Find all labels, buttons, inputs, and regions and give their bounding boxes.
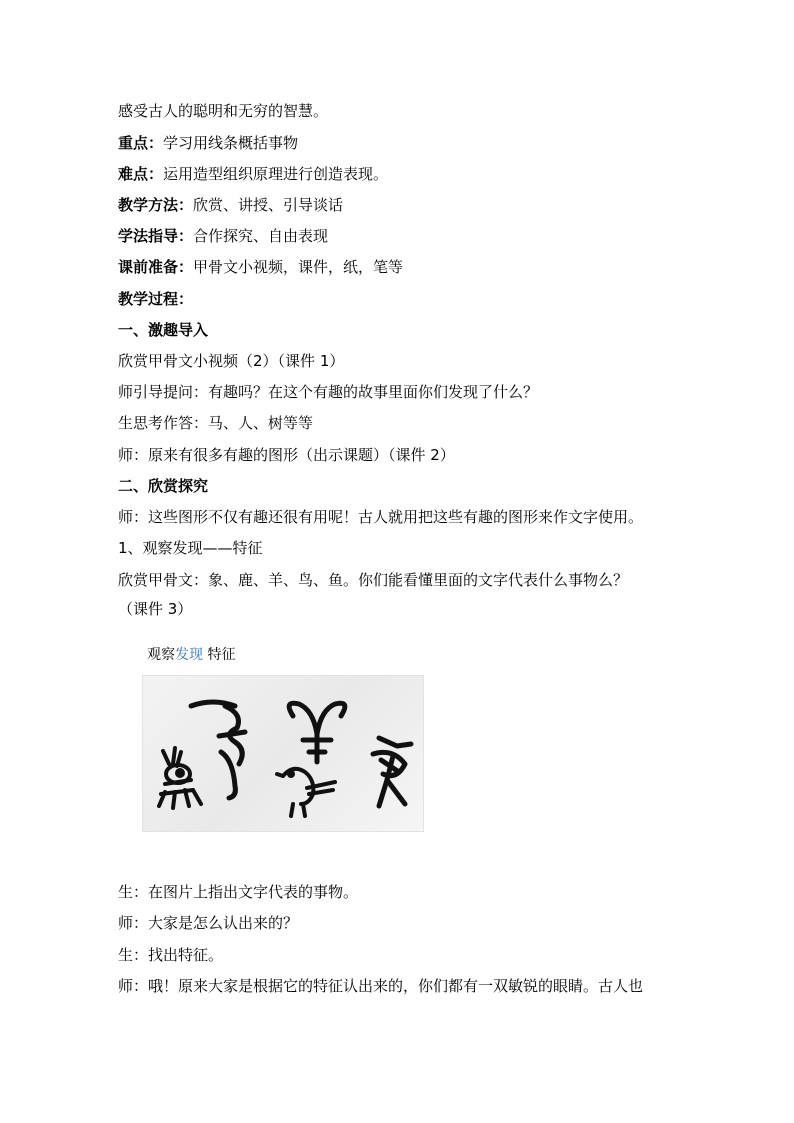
text-line: 师：大家是怎么认出来的？ [118,914,299,932]
sheep-glyph [289,703,345,762]
caption-part: 特征 [207,647,236,663]
oracle-bone-script-image [142,675,424,832]
section-heading: 一、激趣导入 [118,321,209,339]
label: 重点： [118,134,164,152]
label: 课前准备： [118,258,194,276]
value: 学习用线条概括事物 [163,134,299,152]
value: 合作探究、自由表现 [193,227,329,245]
difficulty-line [118,164,388,184]
section-heading: 二、欣赏探究 [118,477,209,495]
text-line: 欣赏甲骨文小视频（2）（课件 1） [118,352,345,370]
oracle-characters-drawing [143,676,423,831]
fish-glyph [373,738,411,806]
value: 运用造型组织原理进行创造表现。 [163,165,389,183]
caption-part: 发现 [175,647,203,663]
figure-caption [147,645,235,665]
text-line: 师：这些图形不仅有趣还很有用呢！古人就用把这些有趣的图形来作文字使用。 [118,508,644,526]
section-heading: 教学过程： [118,290,194,308]
text-line: 生：找出特征。 [118,946,224,964]
value: 欣赏、讲授、引导谈话 [193,196,344,214]
caption-part: 观察 [147,647,175,663]
text-line: 师：哦！原来大家是根据它的特征认出来的，你们都有一双敏锐的眼睛。古人也 [118,977,644,995]
text-line: （课件 3） [118,600,193,618]
value: 甲骨文小视频，课件，纸，笔等 [193,258,404,276]
text-line: 感受古人的聪明和无穷的智慧。 [118,102,329,120]
text-line: 1、观察发现——特征 [118,539,263,557]
text-line: 师引导提问：有趣吗？在这个有趣的故事里面你们发现了什么？ [118,383,539,401]
method-line [118,195,343,215]
preparation-line [118,257,403,277]
label: 学法指导： [118,227,194,245]
key-point-line [118,133,298,153]
text-line: 师：原来有很多有趣的图形（出示课题）（课件 2） [118,446,455,464]
text-line: 生思考作答：马、人、树等等 [118,414,314,432]
elephant-glyph [191,702,245,798]
bird-glyph [277,769,335,816]
text-line: 生：在图片上指出文字代表的事物。 [118,883,359,901]
guidance-line [118,226,328,246]
label: 教学方法： [118,196,194,214]
deer-glyph [159,748,201,808]
text-line: 欣赏甲骨文：象、鹿、羊、鸟、鱼。你们能看懂里面的文字代表什么事物么？ [118,571,629,589]
label: 难点： [118,165,164,183]
